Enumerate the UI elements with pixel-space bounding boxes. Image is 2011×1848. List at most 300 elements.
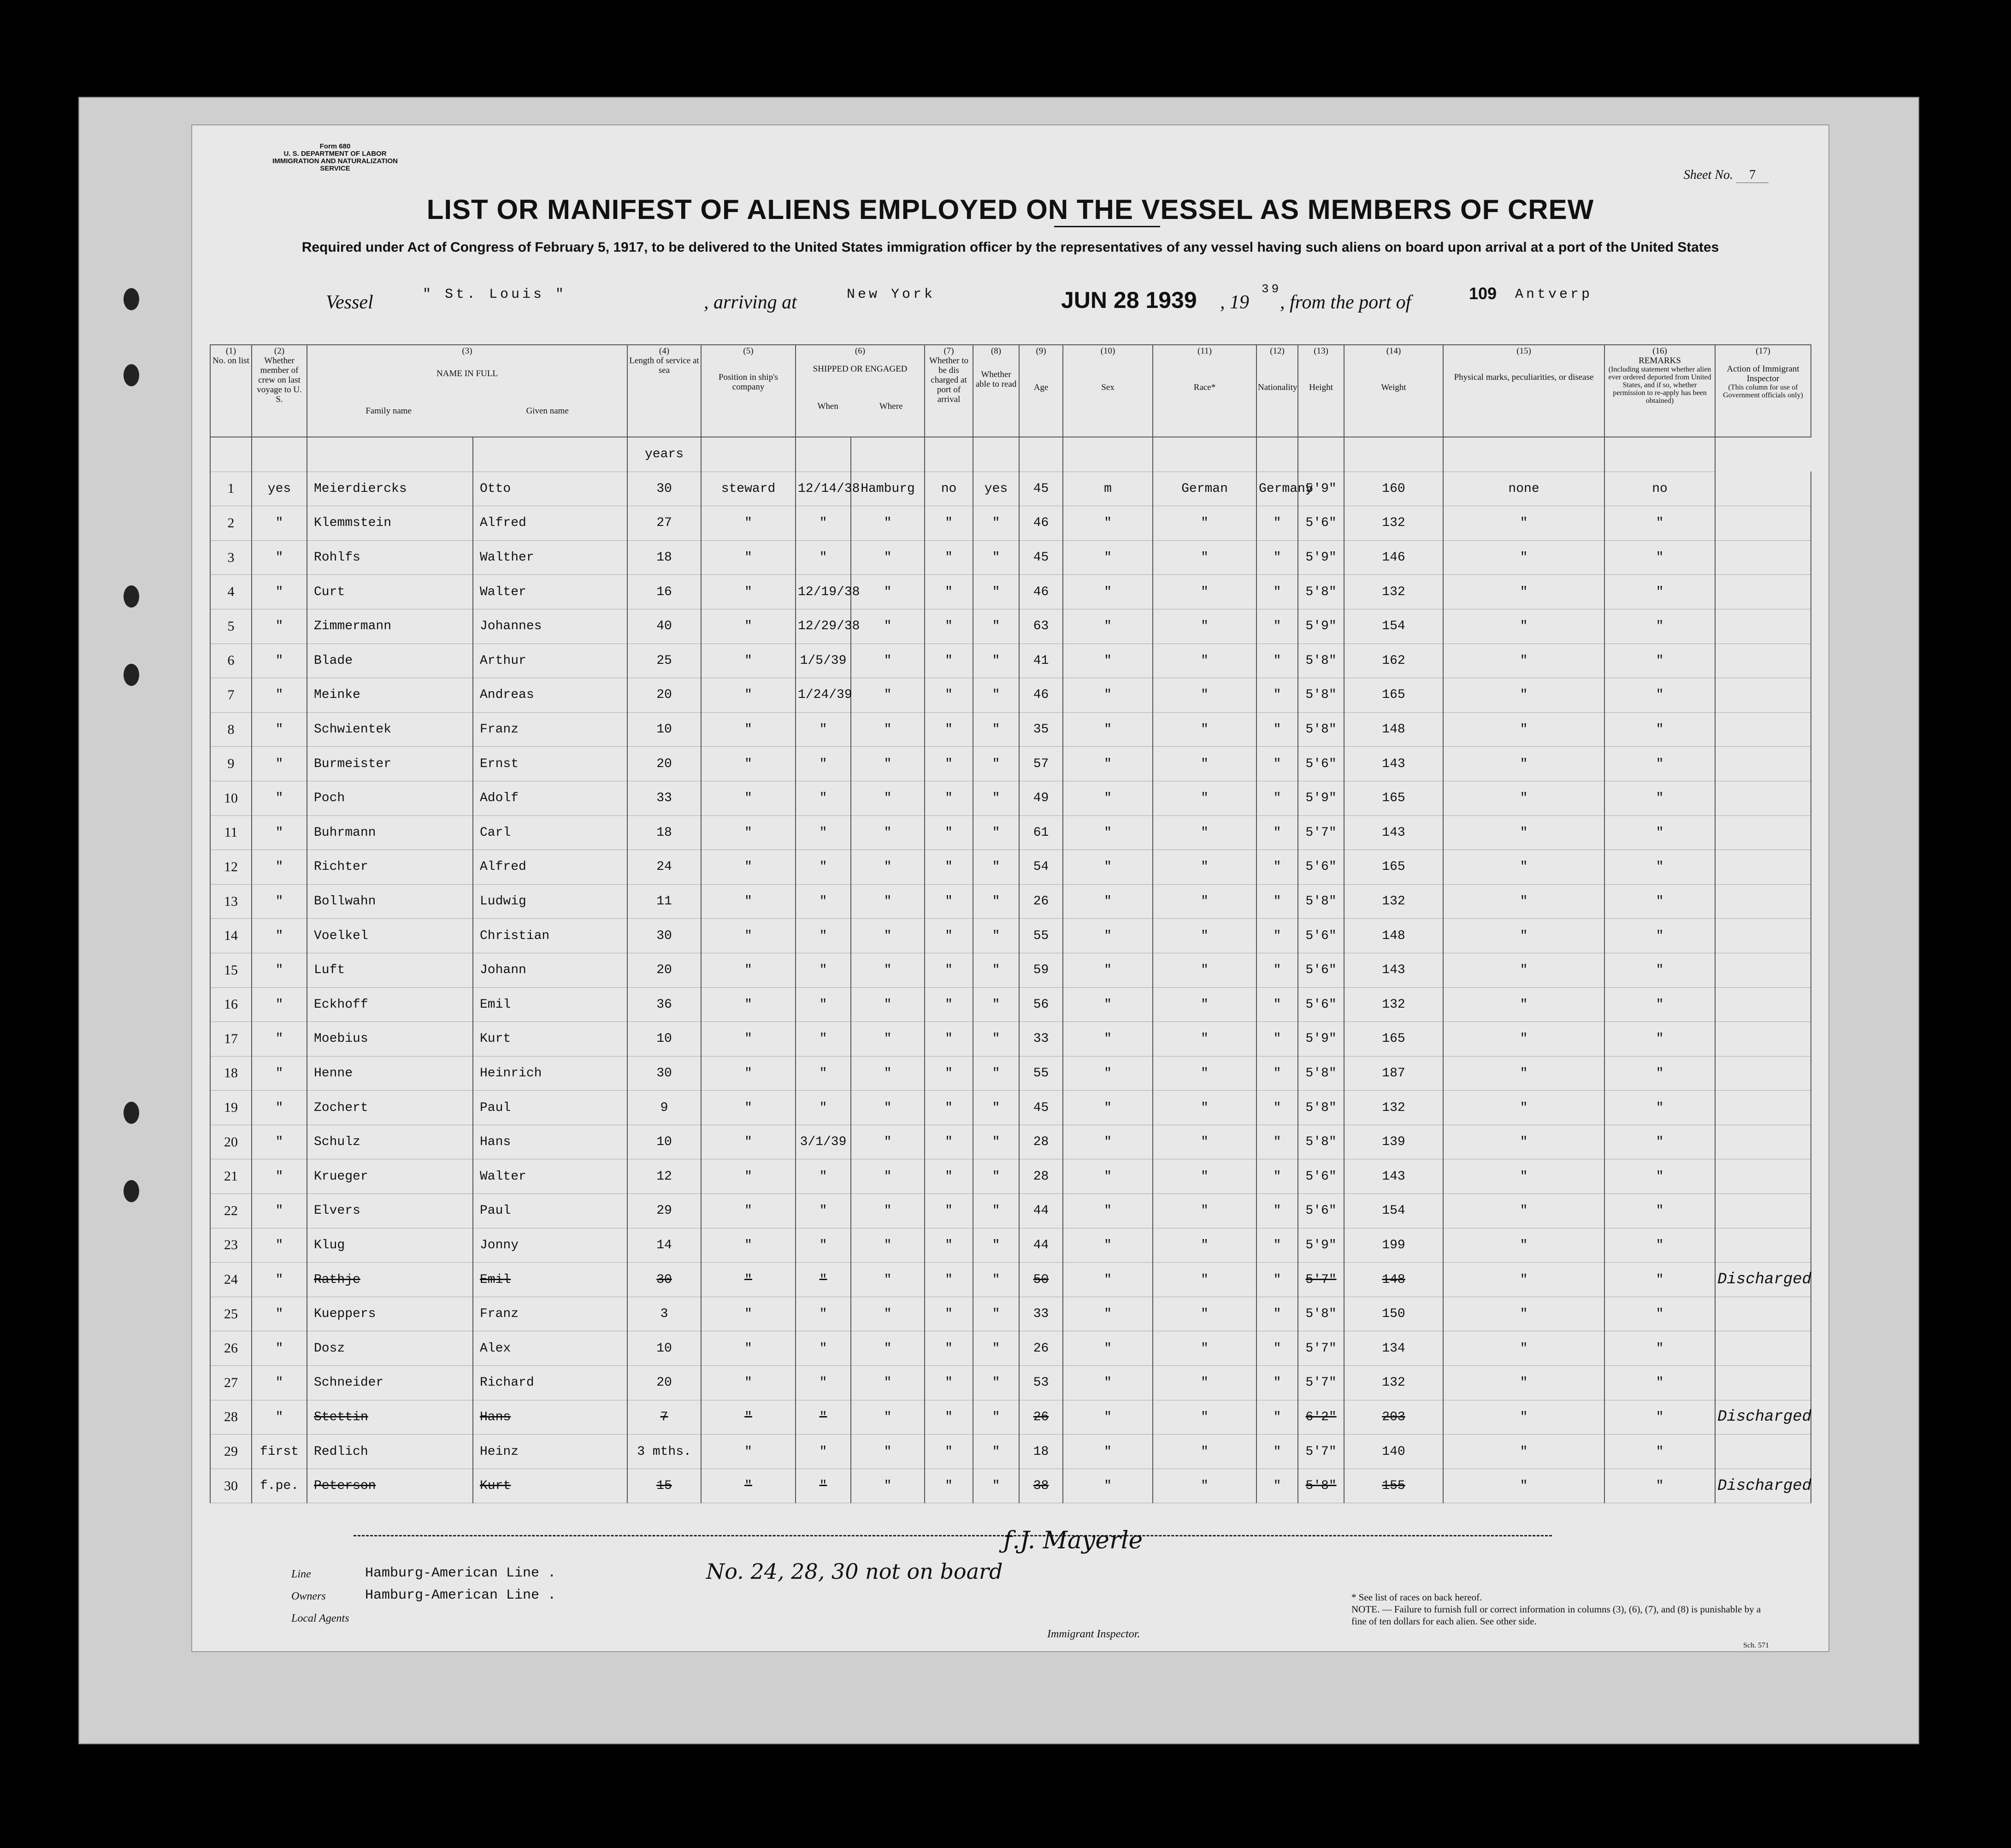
family-name-label: Family name	[366, 406, 412, 416]
cell-last-voyage: "	[252, 747, 307, 781]
cell-able-to-read: "	[973, 644, 1019, 678]
table-row	[210, 540, 1811, 575]
cell-to-be-discharged: "	[925, 1091, 973, 1125]
cell-age: 59	[1019, 953, 1063, 987]
cell-height: 5'8"	[1298, 1056, 1344, 1091]
cell-race: "	[1153, 1331, 1256, 1366]
cell-remarks: "	[1604, 1228, 1715, 1263]
cell-last-voyage: "	[252, 712, 307, 747]
table-row	[210, 953, 1811, 987]
table-row	[210, 987, 1811, 1022]
cell-sex: "	[1063, 987, 1153, 1022]
cell-weight: 143	[1344, 747, 1443, 781]
cell-age: 57	[1019, 747, 1063, 781]
cell-to-be-discharged: "	[925, 1159, 973, 1194]
line-label: Line	[291, 1568, 311, 1580]
cell-remarks: "	[1604, 609, 1715, 644]
cell-sex: "	[1063, 1228, 1153, 1263]
cell-position: "	[701, 1022, 796, 1057]
cell-age: 18	[1019, 1435, 1063, 1469]
cell-given-name: Hans	[473, 1125, 627, 1159]
cell-physical-marks: "	[1443, 1263, 1604, 1297]
cell-given-name: Emil	[473, 987, 627, 1022]
cell-service-length: 11	[627, 884, 701, 919]
cell-sex: "	[1063, 1331, 1153, 1366]
cell-service-length: 20	[627, 1366, 701, 1400]
cell-given-name: Otto	[473, 472, 627, 506]
cell-given-name: Arthur	[473, 644, 627, 678]
cell-race: "	[1153, 850, 1256, 885]
cell-able-to-read: "	[973, 1125, 1019, 1159]
cell-service-length: 7	[627, 1400, 701, 1435]
cell-age: 33	[1019, 1022, 1063, 1057]
cell-engaged-place: "	[851, 747, 925, 781]
table-row	[210, 472, 1811, 506]
cell-service-length: 18	[627, 815, 701, 850]
cell-engaged-place: "	[851, 1469, 925, 1503]
cell-height: 6'2"	[1298, 1400, 1344, 1435]
cell-row-number: 13	[210, 884, 252, 919]
cell-remarks: "	[1604, 1263, 1715, 1297]
col-header-inspector-action: (17) Action of Immigrant Inspector (This column for use of Government officials only)	[1715, 345, 1811, 437]
cell-position: "	[701, 1366, 796, 1400]
table-row	[210, 678, 1811, 713]
cell-race: "	[1153, 919, 1256, 953]
cell-to-be-discharged: "	[925, 506, 973, 541]
table-row	[210, 712, 1811, 747]
cell-to-be-discharged: "	[925, 953, 973, 987]
cell-engaged-date: "	[796, 953, 851, 987]
cell-weight: 148	[1344, 1263, 1443, 1297]
schedule-number: Sch. 571	[1743, 1641, 1769, 1649]
cell-given-name: Kurt	[473, 1022, 627, 1057]
cell-row-number: 9	[210, 747, 252, 781]
cell-position: "	[701, 1469, 796, 1503]
department-name: U. S. DEPARTMENT OF LABOR	[283, 150, 387, 158]
cell-family-name: Dosz	[307, 1331, 473, 1366]
vessel-line	[326, 282, 1755, 314]
cell-sex: "	[1063, 781, 1153, 815]
binder-hole	[124, 1102, 139, 1124]
cell-family-name: Zimmermann	[307, 609, 473, 644]
cell-race: "	[1153, 1125, 1256, 1159]
cell-position: "	[701, 815, 796, 850]
col-header-physical-marks: (15) Physical marks, peculiarities, or disease	[1443, 345, 1604, 437]
cell-height: 5'8"	[1298, 1297, 1344, 1331]
cell-last-voyage: "	[252, 1228, 307, 1263]
cell-last-voyage: "	[252, 506, 307, 541]
cell-able-to-read: "	[973, 540, 1019, 575]
cell-able-to-read: "	[973, 609, 1019, 644]
cell-last-voyage: "	[252, 815, 307, 850]
cell-to-be-discharged: "	[925, 1400, 973, 1435]
cell-service-length: 30	[627, 1263, 701, 1297]
cell-given-name: Paul	[473, 1091, 627, 1125]
cell-last-voyage: "	[252, 644, 307, 678]
cell-service-length: 30	[627, 1056, 701, 1091]
cell-position: "	[701, 1331, 796, 1366]
cell-inspector-action	[1715, 1194, 1811, 1228]
cell-age: 63	[1019, 609, 1063, 644]
cell-inspector-action	[1715, 1091, 1811, 1125]
cell-given-name: Paul	[473, 1194, 627, 1228]
cell-position: "	[701, 1263, 796, 1297]
cell-last-voyage: "	[252, 1263, 307, 1297]
table-row	[210, 919, 1811, 953]
table-row	[210, 1022, 1811, 1057]
cell-remarks: "	[1604, 575, 1715, 609]
cell-able-to-read: "	[973, 1469, 1019, 1503]
cell-row-number: 27	[210, 1366, 252, 1400]
cell-inspector-action	[1715, 747, 1811, 781]
cell-to-be-discharged: "	[925, 1331, 973, 1366]
cell-last-voyage: "	[252, 1125, 307, 1159]
cell-nationality: "	[1256, 609, 1298, 644]
cell-to-be-discharged: "	[925, 1194, 973, 1228]
cell-nationality: "	[1256, 506, 1298, 541]
cell-nationality: "	[1256, 1263, 1298, 1297]
cell-race: "	[1153, 1263, 1256, 1297]
binder-hole	[124, 1180, 139, 1202]
cell-nationality: "	[1256, 1194, 1298, 1228]
cell-weight: 203	[1344, 1400, 1443, 1435]
cell-nationality: "	[1256, 540, 1298, 575]
cell-engaged-place: "	[851, 644, 925, 678]
cell-height: 5'7"	[1298, 1435, 1344, 1469]
cell-given-name: Ludwig	[473, 884, 627, 919]
cell-height: 5'9"	[1298, 1228, 1344, 1263]
handwritten-note: No. 24, 28, 30 not on board	[706, 1559, 1003, 1584]
cell-remarks: "	[1604, 850, 1715, 885]
cell-physical-marks: "	[1443, 1297, 1604, 1331]
cell-able-to-read: "	[973, 987, 1019, 1022]
cell-given-name: Richard	[473, 1366, 627, 1400]
cell-able-to-read: "	[973, 1091, 1019, 1125]
cell-nationality: "	[1256, 1228, 1298, 1263]
cell-physical-marks: "	[1443, 781, 1604, 815]
cell-service-length: 20	[627, 747, 701, 781]
cell-remarks: "	[1604, 506, 1715, 541]
cell-position: "	[701, 644, 796, 678]
cell-family-name: Schulz	[307, 1125, 473, 1159]
cell-given-name: Franz	[473, 712, 627, 747]
cell-race: "	[1153, 644, 1256, 678]
col-header-age: (9) Age	[1019, 345, 1063, 437]
cell-engaged-place: "	[851, 884, 925, 919]
cell-service-length: 40	[627, 609, 701, 644]
cell-engaged-place: "	[851, 1056, 925, 1091]
table-row	[210, 1297, 1811, 1331]
cell-position: "	[701, 1125, 796, 1159]
cell-last-voyage: "	[252, 850, 307, 885]
cell-last-voyage: "	[252, 1297, 307, 1331]
cell-inspector-action	[1715, 1366, 1811, 1400]
table-row	[210, 747, 1811, 781]
cell-engaged-date: "	[796, 1331, 851, 1366]
cell-family-name: Curt	[307, 575, 473, 609]
cell-sex: "	[1063, 1400, 1153, 1435]
vessel-name: " St. Louis "	[423, 287, 567, 302]
cell-height: 5'7"	[1298, 1263, 1344, 1297]
cell-age: 26	[1019, 884, 1063, 919]
cell-weight: 139	[1344, 1125, 1443, 1159]
col-header-sex: (10) Sex	[1063, 345, 1153, 437]
cell-engaged-place: "	[851, 575, 925, 609]
cell-family-name: Voelkel	[307, 919, 473, 953]
cell-position: "	[701, 953, 796, 987]
cell-sex: "	[1063, 815, 1153, 850]
cell-engaged-place: "	[851, 1263, 925, 1297]
cell-weight: 143	[1344, 815, 1443, 850]
cell-family-name: Poch	[307, 781, 473, 815]
cell-service-length: 10	[627, 712, 701, 747]
cell-height: 5'9"	[1298, 472, 1344, 506]
cell-sex: "	[1063, 1091, 1153, 1125]
cell-sex: "	[1063, 747, 1153, 781]
cell-engaged-date: "	[796, 1022, 851, 1057]
cell-service-length: 14	[627, 1228, 701, 1263]
cell-able-to-read: "	[973, 815, 1019, 850]
cell-weight: 132	[1344, 506, 1443, 541]
cell-service-length: 25	[627, 644, 701, 678]
race-note: * See list of races on back hereof.	[1351, 1592, 1482, 1603]
cell-weight: 132	[1344, 575, 1443, 609]
cell-able-to-read: "	[973, 1263, 1019, 1297]
cell-able-to-read: "	[973, 575, 1019, 609]
cell-engaged-date: "	[796, 1159, 851, 1194]
cell-height: 5'8"	[1298, 884, 1344, 919]
cell-engaged-place: "	[851, 1091, 925, 1125]
cell-sex: "	[1063, 1159, 1153, 1194]
cell-physical-marks: "	[1443, 850, 1604, 885]
col-header-weight: (14) Weight	[1344, 345, 1443, 437]
cell-race: German	[1153, 472, 1256, 506]
cell-family-name: Burmeister	[307, 747, 473, 781]
cell-height: 5'8"	[1298, 712, 1344, 747]
cell-row-number: 16	[210, 987, 252, 1022]
cell-service-length: 20	[627, 953, 701, 987]
cell-remarks: "	[1604, 781, 1715, 815]
cell-able-to-read: "	[973, 953, 1019, 987]
sheet-value: 7	[1736, 168, 1769, 183]
col-header-last-voyage: (2) Whether member of crew on last voyage to U. S.	[252, 345, 307, 437]
cell-row-number: 4	[210, 575, 252, 609]
cell-engaged-date: "	[796, 815, 851, 850]
cell-weight: 148	[1344, 919, 1443, 953]
cell-service-length: 30	[627, 919, 701, 953]
cell-given-name: Jonny	[473, 1228, 627, 1263]
cell-height: 5'8"	[1298, 1091, 1344, 1125]
cell-nationality: "	[1256, 850, 1298, 885]
cell-race: "	[1153, 781, 1256, 815]
cell-able-to-read: "	[973, 1194, 1019, 1228]
cell-age: 61	[1019, 815, 1063, 850]
cell-weight: 140	[1344, 1435, 1443, 1469]
cell-remarks: "	[1604, 1400, 1715, 1435]
cell-engaged-place: "	[851, 953, 925, 987]
cell-nationality: "	[1256, 1366, 1298, 1400]
cell-last-voyage: "	[252, 1194, 307, 1228]
reference-number: 109	[1469, 284, 1497, 303]
cell-engaged-place: "	[851, 1331, 925, 1366]
cell-given-name: Walther	[473, 540, 627, 575]
cell-engaged-place: "	[851, 850, 925, 885]
cell-age: 45	[1019, 1091, 1063, 1125]
cell-physical-marks: "	[1443, 987, 1604, 1022]
cell-height: 5'8"	[1298, 678, 1344, 713]
cell-sex: "	[1063, 850, 1153, 885]
year-value: 39	[1262, 282, 1282, 296]
cell-sex: "	[1063, 884, 1153, 919]
owners-label: Owners	[291, 1590, 326, 1602]
cell-able-to-read: "	[973, 1435, 1019, 1469]
cell-last-voyage: "	[252, 1056, 307, 1091]
cell-engaged-place: "	[851, 712, 925, 747]
cell-to-be-discharged: no	[925, 472, 973, 506]
cell-family-name: Klemmstein	[307, 506, 473, 541]
cell-sex: "	[1063, 1469, 1153, 1503]
cell-to-be-discharged: "	[925, 815, 973, 850]
cell-row-number: 30	[210, 1469, 252, 1503]
cell-age: 26	[1019, 1400, 1063, 1435]
vessel-label: Vessel	[326, 292, 373, 313]
cell-engaged-date: "	[796, 1194, 851, 1228]
cell-engaged-place: "	[851, 987, 925, 1022]
cell-position: "	[701, 1159, 796, 1194]
cell-engaged-date: "	[796, 1228, 851, 1263]
cell-physical-marks: "	[1443, 1091, 1604, 1125]
cell-race: "	[1153, 1435, 1256, 1469]
cell-engaged-date: "	[796, 540, 851, 575]
cell-engaged-place: "	[851, 609, 925, 644]
cell-height: 5'8"	[1298, 575, 1344, 609]
cell-engaged-place: "	[851, 1435, 925, 1469]
cell-engaged-date: "	[796, 1091, 851, 1125]
cell-position: "	[701, 712, 796, 747]
cell-able-to-read: "	[973, 1022, 1019, 1057]
cell-service-length: 10	[627, 1022, 701, 1057]
cell-last-voyage: "	[252, 1159, 307, 1194]
cell-height: 5'6"	[1298, 850, 1344, 885]
cell-age: 54	[1019, 850, 1063, 885]
cell-position: "	[701, 919, 796, 953]
binder-hole	[124, 288, 139, 310]
cell-age: 44	[1019, 1228, 1063, 1263]
cell-last-voyage: "	[252, 1091, 307, 1125]
cell-last-voyage: yes	[252, 472, 307, 506]
cell-sex: "	[1063, 678, 1153, 713]
cell-to-be-discharged: "	[925, 1022, 973, 1057]
cell-weight: 165	[1344, 678, 1443, 713]
crew-manifest-table	[210, 344, 1811, 1503]
cell-engaged-date: "	[796, 781, 851, 815]
cell-to-be-discharged: "	[925, 678, 973, 713]
cell-engaged-place: "	[851, 1194, 925, 1228]
table-row	[210, 609, 1811, 644]
cell-engaged-date: "	[796, 1366, 851, 1400]
cell-engaged-place: "	[851, 781, 925, 815]
cell-family-name: Luft	[307, 953, 473, 987]
cell-height: 5'6"	[1298, 1159, 1344, 1194]
cell-to-be-discharged: "	[925, 1469, 973, 1503]
cell-engaged-date: 3/1/39	[796, 1125, 851, 1159]
cell-sex: "	[1063, 712, 1153, 747]
cell-able-to-read: "	[973, 781, 1019, 815]
owners-value: Hamburg-American Line .	[365, 1588, 556, 1603]
cell-weight: 132	[1344, 1366, 1443, 1400]
cell-row-number: 2	[210, 506, 252, 541]
cell-race: "	[1153, 1091, 1256, 1125]
cell-physical-marks: "	[1443, 575, 1604, 609]
cell-race: "	[1153, 1194, 1256, 1228]
cell-engaged-date: 1/5/39	[796, 644, 851, 678]
cell-age: 55	[1019, 1056, 1063, 1091]
form-number: Form 680	[319, 142, 351, 150]
cell-nationality: "	[1256, 712, 1298, 747]
cell-row-number: 5	[210, 609, 252, 644]
cell-physical-marks: "	[1443, 1022, 1604, 1057]
cell-sex: "	[1063, 1022, 1153, 1057]
col-header-no: (1) No. on list	[210, 345, 252, 437]
cell-given-name: Hans	[473, 1400, 627, 1435]
table-row	[210, 850, 1811, 885]
cell-to-be-discharged: "	[925, 575, 973, 609]
cell-remarks: "	[1604, 712, 1715, 747]
cell-inspector-action	[1715, 506, 1811, 541]
cell-engaged-date: "	[796, 506, 851, 541]
cell-row-number: 29	[210, 1435, 252, 1469]
cell-family-name: Krueger	[307, 1159, 473, 1194]
cell-remarks: "	[1604, 747, 1715, 781]
cell-engaged-place: "	[851, 1297, 925, 1331]
table-row	[210, 884, 1811, 919]
local-agents-label: Local Agents	[291, 1612, 349, 1624]
cell-family-name: Moebius	[307, 1022, 473, 1057]
cell-weight: 154	[1344, 609, 1443, 644]
cell-nationality: "	[1256, 781, 1298, 815]
cell-family-name: Redlich	[307, 1435, 473, 1469]
cell-sex: "	[1063, 953, 1153, 987]
cell-physical-marks: "	[1443, 712, 1604, 747]
cell-inspector-action	[1715, 815, 1811, 850]
cell-position: "	[701, 1091, 796, 1125]
cell-last-voyage: first	[252, 1435, 307, 1469]
cell-able-to-read: "	[973, 1400, 1019, 1435]
cell-nationality: "	[1256, 1400, 1298, 1435]
cell-last-voyage: "	[252, 987, 307, 1022]
table-row	[210, 1228, 1811, 1263]
when-label: When	[817, 401, 838, 411]
cell-nationality: "	[1256, 1469, 1298, 1503]
cell-to-be-discharged: "	[925, 1056, 973, 1091]
page-title: LIST OR MANIFEST OF ALIENS EMPLOYED ON THE VESSEL AS MEMBERS OF CREW	[426, 194, 1594, 225]
cell-nationality: "	[1256, 575, 1298, 609]
col-header-height: (13) Height	[1298, 345, 1344, 437]
arrival-date-stamp: JUN 28 1939	[1061, 287, 1197, 313]
cell-weight: 150	[1344, 1297, 1443, 1331]
cell-remarks: "	[1604, 1297, 1715, 1331]
cell-inspector-action: Discharged	[1715, 1400, 1811, 1435]
cell-position: "	[701, 540, 796, 575]
cell-engaged-date: "	[796, 747, 851, 781]
cell-inspector-action	[1715, 1056, 1811, 1091]
cell-weight: 187	[1344, 1056, 1443, 1091]
cell-weight: 143	[1344, 953, 1443, 987]
cell-family-name: Elvers	[307, 1194, 473, 1228]
cell-row-number: 15	[210, 953, 252, 987]
cell-to-be-discharged: "	[925, 1435, 973, 1469]
cell-inspector-action	[1715, 644, 1811, 678]
